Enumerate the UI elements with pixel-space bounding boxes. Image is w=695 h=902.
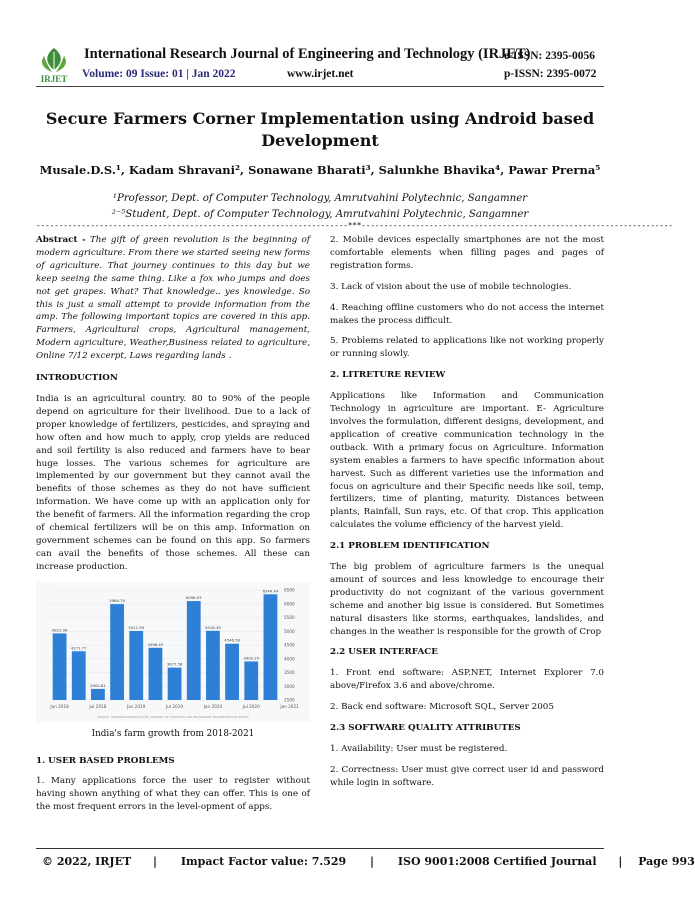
- intro-heading: INTRODUCTION: [36, 373, 118, 384]
- bar: [168, 667, 182, 699]
- bar: [53, 633, 67, 700]
- intro-text: India is an agricultural country. 80 to 90% of the people depend on agriculture for their livelihood. Due to a lack of proper knowledge of fertilizers, pesticides, and spraying and how often and how much to apply, crop yields are reduced and soil fertility is also reduced and farmers have to bear huge losses. The various schemes for agriculture are implemented by our government but they cannot avail the benefits of those schemes as they do not have sufficient information. We have come up with an application only for the benefit of farmers. All the information regarding the crop of chemical fertilizers will be on this amp. Information on government schemes can be found on this app. So farmers can avail the benefits of those schemes. All these can increase production.: [36, 393, 310, 572]
- footer-page-number: Page 993: [638, 855, 695, 868]
- bar-value-label: 5016.38: [205, 624, 221, 630]
- problem-identification-heading: 2.1 PROBLEM IDENTIFICATION: [330, 541, 490, 552]
- x-tick-label: Jan 2018: [50, 703, 69, 709]
- problem-identification-text: The big problem of agriculture farmers is the unequal amount of sources and less knowledge to encourage their productivity do not cognizant of the various government scheme and another big issue is considered. But Sometimes natural disasters like storms, earthquakes, landslides, and changes in the weather is responsible for the growth of Crop: [330, 562, 604, 637]
- problem-item-3: 3. Lack of vision about the use of mobile technologies.: [330, 281, 572, 292]
- chart-source-note: SOURCE: TRADINGECONOMICS.COM | MINISTRY OF STATISTICS AND PROGRAMME IMPLEMENTATION (MOSPI): [97, 714, 249, 719]
- quality-item-1: 1. Availability: User must be registered.: [330, 744, 508, 754]
- footer-divider-3: |: [618, 855, 623, 868]
- farm-growth-chart: [36, 582, 310, 722]
- affiliation-1: ¹Professor, Dept. of Computer Technology, Amrutvahini Polytechnic, Sangamner: [112, 193, 528, 204]
- bar: [264, 594, 278, 700]
- bar: [244, 661, 258, 700]
- y-tick-label: 6500: [284, 587, 295, 593]
- author-list: Musale.D.S.¹, Kadam Shravani², Sonawane Bharati³, Salunkhe Bhavika⁴, Pawar Prerna⁵: [39, 163, 601, 177]
- irjet-logo: [36, 44, 72, 84]
- bar: [110, 604, 124, 700]
- user-problems-heading: 1. USER BASED PROBLEMS: [36, 755, 175, 766]
- bar: [187, 601, 201, 700]
- bar-value-label: 3677.58: [166, 661, 183, 667]
- journal-title: International Research Journal of Engineering and Technology (IRJET): [84, 46, 531, 62]
- x-tick-label: Jan 2020: [203, 703, 223, 709]
- y-tick-label: 4500: [284, 642, 295, 648]
- user-interface-item-2: 2. Back end software: Microsoft SQL, Server 2005: [330, 702, 554, 713]
- chart-bars: [52, 588, 279, 700]
- right-column: [330, 234, 604, 798]
- bar-value-label: 6098.03: [185, 594, 202, 600]
- y-tick-label: 5000: [284, 628, 295, 634]
- x-tick-label: Jan 2021: [280, 703, 299, 709]
- x-tick-label: Jul 2019: [166, 703, 184, 709]
- bar: [72, 651, 86, 700]
- x-tick-label: Jul 2020: [242, 703, 260, 709]
- bar-value-label: 4398.45: [147, 641, 164, 647]
- paper-title: Secure Farmers Corner Implementation using Android based Development: [45, 109, 595, 150]
- bar-value-label: 3902.25: [243, 655, 260, 661]
- y-tick-label: 3500: [284, 669, 295, 675]
- section-separator: ---------------------------------------------------------------------***---------------------------------------------------------------------: [36, 221, 673, 230]
- chart-y-tick-labels: [284, 587, 295, 702]
- logo-text: IRJET: [40, 74, 68, 84]
- review-text: Applications like Information and Communication Technology in agriculture are important. E- Agriculture involves the formulation, different designs, development, and application of creative communication technology in the outback. With a primary focus on Agriculture. Information system enables a farmers to have specific information about harvest. Such as different varieties use the information and focus on agriculture and their Specific needs like soil, temp, fertilizers, time of planting, maturity. Distances between plants, Rainfall, Sun rays, etc. Of that crop. This application calculates the volume efficiency of the harvest yield.: [330, 391, 604, 531]
- bar-value-label: 4546.58: [224, 637, 240, 643]
- user-interface-heading: 2.2 USER INTERFACE: [330, 647, 438, 658]
- problem-item-2: 2. Mobile devices especially smartphones are not the most comfortable elements when filling pages and pages of registration forms.: [330, 235, 604, 271]
- journal-website[interactable]: www.irjet.net: [287, 68, 354, 80]
- y-tick-label: 5500: [284, 614, 295, 620]
- user-interface-item-1: 1. Front end software: ASP.NET, Internet Explorer 7.0 above/Firefox 3.6 and above/chrome.: [330, 668, 604, 692]
- bar-value-label: 4271.77: [70, 644, 87, 650]
- y-tick-label: 2500: [284, 697, 295, 703]
- bar-value-label: 5986.79: [109, 597, 125, 603]
- footer-iso: ISO 9001:2008 Certified Journal: [397, 855, 597, 868]
- chart-x-tick-labels: [49, 704, 299, 709]
- volume-issue: Volume: 09 Issue: 01 | Jan 2022: [82, 68, 236, 80]
- review-heading: 2. LITRETURE REVIEW: [330, 370, 446, 381]
- bar: [225, 643, 239, 699]
- bar-value-label: 6344.44: [262, 587, 279, 593]
- figure-caption: India's farm growth from 2018-2021: [91, 728, 255, 739]
- footer-divider-1: |: [153, 855, 158, 868]
- footer-copyright: © 2022, IRJET: [42, 855, 132, 868]
- y-tick-label: 4000: [284, 655, 295, 661]
- problem-item-5: 5. Problems related to applications like not working properly or running slowly.: [330, 336, 604, 360]
- e-issn: e-ISSN: 2395-0056: [504, 50, 596, 62]
- abstract-label: Abstract -: [36, 235, 86, 245]
- bar: [149, 647, 163, 699]
- bar-value-label: 4922.08: [51, 627, 68, 633]
- problem-item-4: 4. Reaching offline customers who do not access the internet makes the process difficult.: [330, 302, 604, 326]
- y-tick-label: 6000: [284, 600, 295, 606]
- x-tick-label: Jan 2019: [127, 703, 146, 709]
- footer-divider-2: |: [370, 855, 375, 868]
- quality-item-2: 2. Correctness: User must give correct user id and password while login in software.: [330, 764, 604, 788]
- bar: [206, 630, 220, 699]
- quality-attributes-heading: 2.3 SOFTWARE QUALITY ATTRIBUTES: [330, 723, 521, 734]
- abstract: [36, 234, 310, 363]
- bar-value-label: 5011.99: [128, 624, 145, 630]
- affiliation-2: ²⁻⁵Student, Dept. of Computer Technology, Amrutvahini Polytechnic, Sangamner: [111, 209, 529, 220]
- bar: [91, 689, 105, 700]
- abstract-text: The gift of green revolution is the beginning of modern agriculture. From there we started seeing new forms of agriculture. That journey continues to this day but we keep seeing the same thing. Like a fox who jumps and does not get grapes. What? That knowledge.. yes knowledge. So this is just a small attempt to provide information from the amp. The following important topics are covered in this app. Farmers, Agricultural crops, Agricultural management, Modern agriculture, Weather,Business related to agriculture, Online 7/12 excerpt, Laws regarding lands .: [36, 235, 310, 362]
- footer-impact-factor: Impact Factor value: 7.529: [180, 855, 347, 868]
- y-tick-label: 3000: [284, 683, 295, 689]
- footer-divider: [36, 848, 604, 849]
- bar-value-label: 2902.81: [90, 682, 106, 688]
- page-footer: [36, 855, 695, 868]
- header-divider: [36, 86, 604, 87]
- user-problems-text: 1. Many applications force the user to register without having shown anything of what they can offer. This is one of the most frequent errors in the level-opment of apps.: [36, 776, 310, 813]
- left-column: [36, 234, 310, 822]
- bar: [129, 631, 143, 700]
- p-issn: p-ISSN: 2395-0072: [504, 68, 597, 80]
- x-tick-label: Jul 2018: [89, 703, 107, 709]
